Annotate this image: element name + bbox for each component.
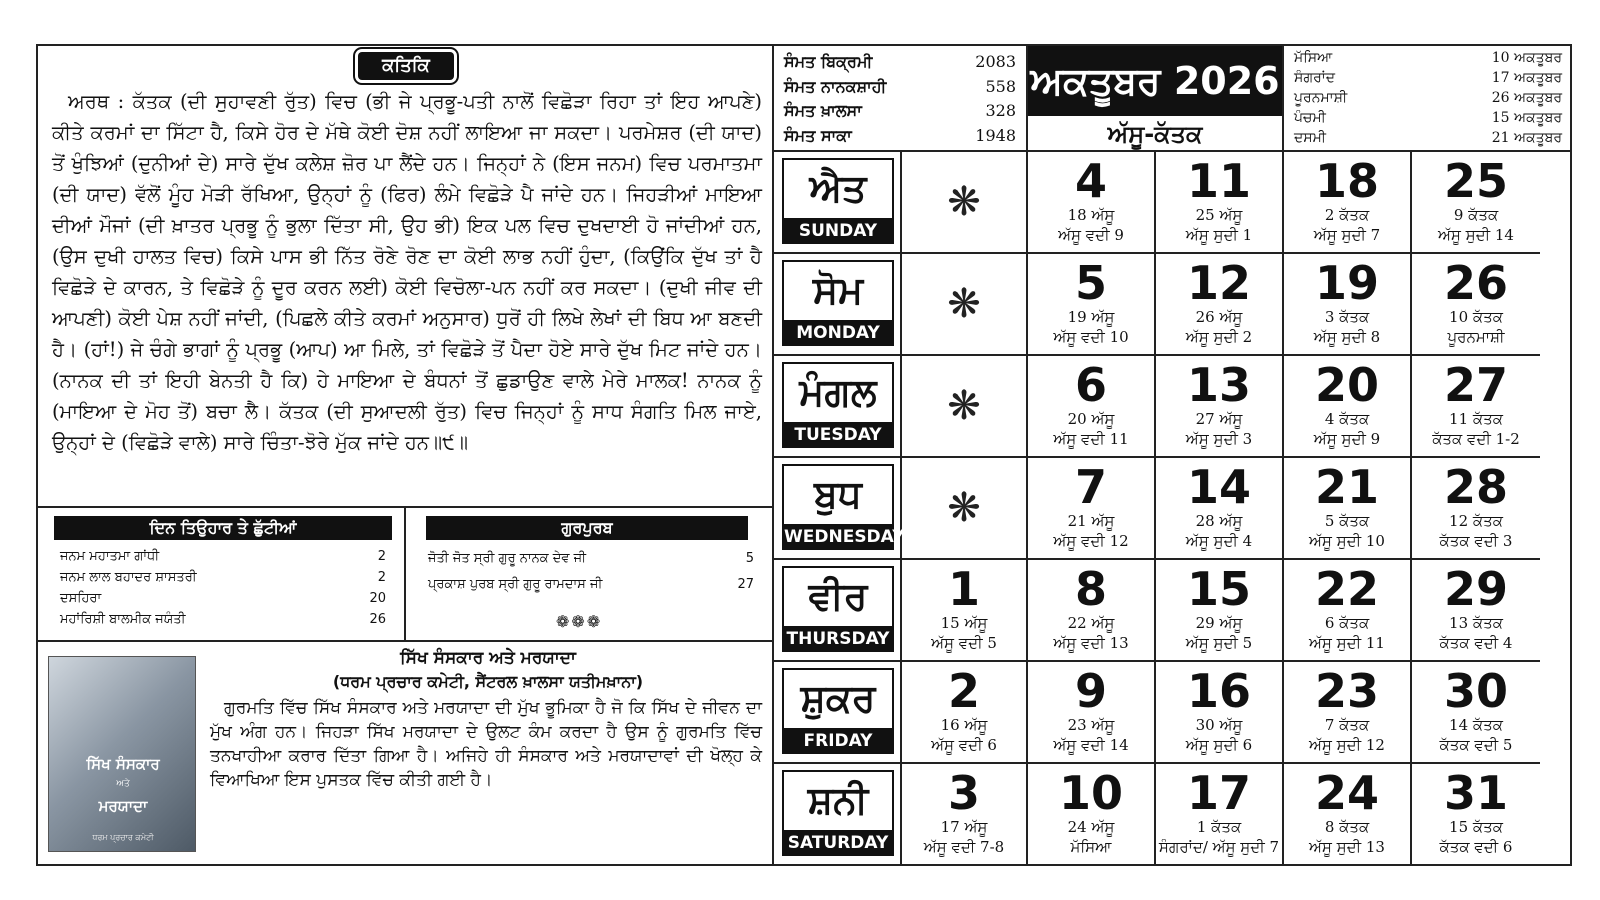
nanakshahi-date: 16 ਅੱਸੂ	[940, 716, 988, 734]
weekday-punjabi: ਸ਼ੁਕਰ	[800, 676, 876, 720]
nanakshahi-date: 10 ਕੱਤਕ	[1449, 308, 1503, 326]
weekday-wednesday	[774, 458, 905, 560]
nanakshahi-date: 12 ਕੱਤਕ	[1449, 512, 1503, 530]
date-number: 11	[1186, 154, 1251, 208]
date-number: 15	[1186, 562, 1251, 616]
date-cell	[1028, 152, 1156, 254]
nanakshahi-date: 11 ਕੱਤਕ	[1449, 410, 1503, 428]
weekday-punjabi: ਸੋਮ	[812, 268, 864, 312]
festival-row-date: 2	[377, 549, 386, 564]
nanakshahi-date: 2 ਕੱਤਕ	[1324, 206, 1370, 224]
ornament-cell	[902, 458, 1028, 560]
weekday-english: THURSDAY	[784, 626, 892, 652]
key-date-row	[1294, 48, 1562, 68]
nanakshahi-date: 18 ਅੱਸੂ	[1067, 206, 1115, 224]
month-header	[1028, 46, 1284, 152]
lunar-date: ਅੱਸੂ ਸੁਦੀ 11	[1309, 634, 1385, 652]
key-date-row	[1294, 108, 1562, 128]
book-cover-image	[48, 656, 196, 852]
festival-row-name: ਜਨਮ ਮਹਾਤਮਾ ਗਾਂਧੀ	[60, 549, 160, 564]
nanakshahi-date: 23 ਅੱਸੂ	[1067, 716, 1115, 734]
lunar-date: ਅੱਸੂ ਸੁਦੀ 6	[1185, 736, 1253, 754]
key-date-label: ਪੂਰਨਮਾਸ਼ੀ	[1294, 90, 1348, 106]
key-date-label: ਮੱਸਿਆ	[1294, 50, 1333, 66]
kattak-title: ਕਤਿਕਿ	[358, 52, 454, 80]
nanakshahi-date: 7 ਕੱਤਕ	[1324, 716, 1370, 734]
weekday-english: TUESDAY	[784, 422, 892, 448]
weekday-punjabi: ਸ਼ਨੀ	[807, 778, 869, 822]
date-cell	[1284, 764, 1412, 866]
date-cell	[1412, 254, 1540, 356]
date-number: 24	[1314, 766, 1379, 820]
key-date-row	[1294, 68, 1562, 88]
date-number: 8	[1074, 562, 1107, 616]
nanakshahi-date: 14 ਕੱਤਕ	[1449, 716, 1503, 734]
lunar-date: ਅੱਸੂ ਸੁਦੀ 1	[1185, 226, 1253, 244]
lunar-date: ਕੱਤਕ ਵਦੀ 6	[1439, 838, 1513, 856]
lunar-date: ਅੱਸੂ ਸੁਦੀ 7	[1313, 226, 1381, 244]
date-cell	[1156, 764, 1284, 866]
festival-row-date: 26	[369, 612, 386, 627]
gurpurab-row	[428, 546, 754, 572]
lunar-date: ਅੱਸੂ ਸੁਦੀ 12	[1309, 736, 1385, 754]
samvat-label: ਸੰਮਤ ਸਾਕਾ	[784, 125, 852, 145]
date-cell	[1412, 458, 1540, 560]
key-date-row	[1294, 88, 1562, 108]
flower-ornament-icon: ❁❁❁	[556, 612, 603, 631]
date-number: 14	[1186, 460, 1251, 514]
date-number: 7	[1074, 460, 1107, 514]
nanakshahi-date: 13 ਕੱਤਕ	[1449, 614, 1503, 632]
date-number: 20	[1314, 358, 1379, 412]
date-cell	[1156, 560, 1284, 662]
weekday-english: WEDNESDAY	[784, 524, 892, 550]
festival-row-name: ਮਹਾਂਰਿਸ਼ੀ ਬਾਲਮੀਕ ਜਯੰਤੀ	[60, 612, 186, 627]
festivals-title: ਦਿਨ ਤਿਉਹਾਰ ਤੇ ਛੁੱਟੀਆਂ	[54, 516, 392, 540]
key-date-row	[1294, 128, 1562, 148]
samvat-label: ਸੰਮਤ ਬਿਕ੍ਰਮੀ	[784, 52, 873, 71]
lunar-date: ਅੱਸੂ ਵਦੀ 10	[1053, 328, 1129, 346]
weekday-punjabi: ਵੀਰ	[808, 574, 868, 618]
date-cell	[1284, 560, 1412, 662]
kattak-meaning-text: ਅਰਥ : ਕੱਤਕ (ਦੀ ਸੁਹਾਵਣੀ ਰੁੱਤ) ਵਿਚ (ਭੀ ਜੇ ਪ੍ਰਭੂ-ਪਤੀ ਨਾਲੋਂ ਵਿਛੋੜਾ ਰਿਹਾ ਤਾਂ ਇਹ ਆਪਣੇ) ਕੀਤੇ ਕਰਮਾਂ ਦਾ ਸਿੱਟਾ ਹੈ, ਕਿਸੇ ਹੋਰ ਦੇ ਮੱਥੇ ਕੋਈ ਦੋਸ਼ ਨਹੀਂ ਲਾਇਆ ਜਾ ਸਕਦਾ। ਪਰਮੇਸ਼ਰ (ਦੀ ਯਾਦ) ਤੋਂ ਖੁੰਝਿਆਂ (ਦੁਨੀਆਂ ਦੇ) ਸਾਰੇ ਦੁੱਖ ਕਲੇਸ਼ ਜ਼ੋਰ ਪਾ ਲੈਂਦੇ ਹਨ। ਜਿਨ੍ਹਾਂ ਨੇ (ਇਸ ਜਨਮ) ਵਿਚ ਪਰਮਾਤਮਾ (ਦੀ ਯਾਦ) ਵੱਲੋਂ ਮੂੰਹ ਮੋੜੀ ਰੱਖਿਆ, ਉਨ੍ਹਾਂ ਨੂੰ (ਫਿਰ) ਲੰਮੇ ਵਿਛੋੜੇ ਪੈ ਜਾਂਦੇ ਹਨ। ਜਿਹੜੀਆਂ ਮਾਇਆ ਦੀਆਂ ਮੌਜਾਂ (ਦੀ ਖ਼ਾਤਰ ਪ੍ਰਭੂ ਨੂੰ ਭੁਲਾ ਦਿੱਤਾ ਸੀ, ਉਹ ਭੀ) ਇਕ ਪਲ ਵਿਚ ਦੁਖਦਾਈ ਹੋ ਜਾਂਦੀਆਂ ਹਨ, (ਉਸ ਦੁਖੀ ਹਾਲਤ ਵਿਚ) ਕਿਸੇ ਪਾਸ ਭੀ ਨਿੱਤ ਰੋਣੇ ਰੋਣ ਦਾ ਕੋਈ ਲਾਭ ਨਹੀਂ ਹੁੰਦਾ, (ਕਿਉਂਕਿ ਦੁੱਖ ਤਾਂ ਹੈ ਵਿਛੋੜੇ ਦੇ ਕਾਰਨ, ਤੇ ਵਿਛੋੜੇ ਨੂੰ ਦੂਰ ਕਰਨ ਲਈ) ਕੋਈ ਵਿਚੋਲਾ-ਪਨ ਨਹੀਂ ਕਰ ਸਕਦਾ। (ਦੁਖੀ ਜੀਵ ਦੀ ਆਪਣੀ) ਕੋਈ ਪੇਸ਼ ਨਹੀਂ ਜਾਂਦੀ, (ਪਿਛਲੇ ਕੀਤੇ ਕਰਮਾਂ ਅਨੁਸਾਰ) ਧੁਰੋਂ ਹੀ ਲਿਖੇ ਲੇਖਾਂ ਦੀ ਬਿਧ ਆ ਬਣਦੀ ਹੈ। (ਹਾਂ!) ਜੇ ਚੰਗੇ ਭਾਗਾਂ ਨੂੰ ਪ੍ਰਭੂ (ਆਪ) ਆ ਮਿਲੇ, ਤਾਂ ਵਿਛੋੜੇ ਤੋਂ ਪੈਦਾ ਹੋਏ ਸਾਰੇ ਦੁੱਖ ਮਿਟ ਜਾਂਦੇ ਹਨ। (ਨਾਨਕ ਦੀ ਤਾਂ ਇਹੀ ਬੇਨਤੀ ਹੈ ਕਿ) ਹੇ ਮਾਇਆ ਦੇ ਬੰਧਨਾਂ ਤੋਂ ਛੁਡਾਉਣ ਵਾਲੇ ਮੇਰੇ ਮਾਲਕ! ਨਾਨਕ ਨੂੰ (ਮਾਇਆ ਦੇ ਮੋਹ ਤੋਂ) ਬਚਾ ਲੈ। ਕੱਤਕ (ਦੀ ਸੁਆਦਲੀ ਰੁੱਤ) ਵਿਚ ਜਿਨ੍ਹਾਂ ਨੂੰ ਸਾਧ ਸੰਗਤਿ ਮਿਲ ਜਾਏ, ਉਨ੍ਹਾਂ ਦੇ (ਵਿਛੋੜੇ ਵਾਲੇ) ਸਾਰੇ ਚਿੰਤਾ-ਝੋਰੇ ਮੁੱਕ ਜਾਂਦੇ ਹਨ॥੯॥	[52, 90, 762, 454]
weekday-english: FRIDAY	[784, 728, 892, 754]
lunar-date: ਅੱਸੂ ਵਦੀ 9	[1058, 226, 1124, 244]
lunar-date: ਅੱਸੂ ਵਦੀ 7-8	[923, 838, 1005, 856]
nanakshahi-date: 8 ਕੱਤਕ	[1324, 818, 1370, 836]
nanakshahi-date: 1 ਕੱਤਕ	[1196, 818, 1242, 836]
weekday-badge	[782, 260, 894, 346]
nanakshahi-date: 20 ਅੱਸੂ	[1067, 410, 1115, 428]
lunar-date: ਅੱਸੂ ਵਦੀ 5	[931, 634, 997, 652]
date-number: 4	[1074, 154, 1107, 208]
festivals-holidays-box	[38, 508, 406, 642]
calendar-page	[36, 44, 1572, 866]
weekday-badge	[782, 464, 905, 550]
key-date-value: 17 ਅਕਤੂਬਰ	[1491, 70, 1562, 86]
lunar-date: ਸੰਗਰਾਂਦ/ ਅੱਸੂ ਸੁਦੀ 7	[1158, 838, 1280, 856]
gurpurab-box	[406, 508, 772, 642]
book-cover-title-end: ਮਰਯਾਦਾ	[98, 797, 148, 815]
lunar-date: ਕੱਤਕ ਵਦੀ 5	[1439, 736, 1513, 754]
gurpurab-row-date: 27	[737, 577, 754, 592]
floral-ornament-icon: ❋	[947, 281, 981, 327]
date-cell	[902, 662, 1028, 764]
month-subtitle: ਅੱਸੂ-ਕੱਤਕ	[1107, 120, 1203, 148]
weekday-badge	[782, 566, 894, 652]
samvat-row	[784, 75, 1016, 100]
nanakshahi-date: 19 ਅੱਸੂ	[1067, 308, 1115, 326]
lunar-date: ਅੱਸੂ ਵਦੀ 12	[1053, 532, 1129, 550]
gurpurab-row-name: ਜੋਤੀ ਜੋਤ ਸ੍ਰੀ ਗੁਰੂ ਨਾਨਕ ਦੇਵ ਜੀ	[428, 551, 587, 566]
date-number: 23	[1314, 664, 1379, 718]
weekday-badge	[782, 158, 894, 244]
weekday-tuesday	[774, 356, 902, 458]
samvat-value: 1948	[975, 125, 1016, 145]
date-cell	[1412, 560, 1540, 662]
date-cell	[1156, 356, 1284, 458]
date-number: 25	[1443, 154, 1508, 208]
weekday-monday	[774, 254, 902, 356]
lunar-date: ਅੱਸੂ ਸੁਦੀ 8	[1313, 328, 1381, 346]
festival-row-name: ਜਨਮ ਲਾਲ ਬਹਾਦਰ ਸ਼ਾਸਤਰੀ	[60, 570, 197, 585]
gurpurab-row	[428, 572, 754, 598]
lunar-date: ਅੱਸੂ ਸੁਦੀ 10	[1309, 532, 1385, 550]
date-cell	[1156, 662, 1284, 764]
festival-row	[60, 588, 386, 609]
date-cell	[1284, 152, 1412, 254]
samvat-value: 2083	[975, 52, 1016, 71]
floral-ornament-icon: ❋	[947, 179, 981, 225]
book-cover-author: ਧਰਮ ਪ੍ਰਚਾਰ ਕਮੇਟੀ	[92, 833, 154, 842]
date-number: 21	[1314, 460, 1379, 514]
key-date-value: 21 ਅਕਤੂਬਰ	[1491, 130, 1562, 146]
festival-row-name: ਦਸਹਿਰਾ	[60, 591, 102, 606]
date-cell	[1284, 356, 1412, 458]
lunar-date: ਅੱਸੂ ਸੁਦੀ 5	[1185, 634, 1253, 652]
lunar-date: ਅੱਸੂ ਸੁਦੀ 14	[1438, 226, 1514, 244]
samvat-row	[784, 124, 1016, 149]
date-number: 17	[1186, 766, 1251, 820]
month-title: ਅਕਤੂਬਰ 2026	[1028, 46, 1282, 116]
weekday-sunday	[774, 152, 902, 254]
lunar-date: ਕੱਤਕ ਵਦੀ 3	[1439, 532, 1513, 550]
gurpurab-row-date: 5	[745, 551, 754, 566]
date-number: 3	[947, 766, 980, 820]
date-cell	[1284, 458, 1412, 560]
festival-row-date: 2	[377, 570, 386, 585]
festival-row	[60, 546, 386, 567]
samvat-box	[774, 46, 1028, 152]
lunar-date: ਅੱਸੂ ਸੁਦੀ 3	[1185, 430, 1253, 448]
nanakshahi-date: 5 ਕੱਤਕ	[1324, 512, 1370, 530]
weekday-english: SUNDAY	[784, 218, 892, 244]
date-number: 26	[1443, 256, 1508, 310]
nanakshahi-date: 22 ਅੱਸੂ	[1067, 614, 1115, 632]
nanakshahi-date: 15 ਅੱਸੂ	[940, 614, 988, 632]
date-number: 13	[1186, 358, 1251, 412]
weekday-badge	[782, 770, 894, 856]
weekday-english: SATURDAY	[784, 830, 892, 856]
book-description: ਗੁਰਮਤਿ ਵਿੱਚ ਸਿੱਖ ਸੰਸਕਾਰ ਅਤੇ ਮਰਯਾਦਾ ਦੀ ਮੁੱਖ ਭੂਮਿਕਾ ਹੈ ਜੋ ਕਿ ਸਿੱਖ ਦੇ ਜੀਵਨ ਦਾ ਮੁੱਖ ਅੰਗ ਹਨ। ਜਿਹੜਾ ਸਿੱਖ ਮਰਯਾਦਾ ਦੇ ਉਲਟ ਕੰਮ ਕਰਦਾ ਹੈ ਉਸ ਨੂੰ ਗੁਰਮਤਿ ਵਿੱਚ ਤਨਖਾਹੀਆ ਕਰਾਰ ਦਿੱਤਾ ਗਿਆ ਹੈ। ਅਜਿਹੇ ਹੀ ਸੰਸਕਾਰ ਅਤੇ ਮਰਯਾਦਾਵਾਂ ਦੀ ਖੋਲ੍ਹ ਕੇ ਵਿਆਖਿਆ ਇਸ ਪੁਸਤਕ ਵਿੱਚ ਕੀਤੀ ਗਈ ਹੈ।	[210, 698, 762, 790]
gurpurab-row-name: ਪ੍ਰਕਾਸ਼ ਪੁਰਬ ਸ੍ਰੀ ਗੁਰੂ ਰਾਮਦਾਸ ਜੀ	[428, 577, 603, 592]
key-date-value: 26 ਅਕਤੂਬਰ	[1491, 90, 1562, 106]
date-number: 2	[947, 664, 980, 718]
date-cell	[1156, 458, 1284, 560]
samvat-label: ਸੰਮਤ ਖ਼ਾਲਸਾ	[784, 101, 862, 120]
date-number: 19	[1314, 256, 1379, 310]
book-promo	[38, 642, 772, 866]
floral-ornament-icon: ❋	[947, 485, 981, 531]
lunar-date: ਅੱਸੂ ਸੁਦੀ 4	[1185, 532, 1253, 550]
ornament-cell	[902, 254, 1028, 356]
floral-ornament-icon: ❋	[947, 383, 981, 429]
date-number: 30	[1443, 664, 1508, 718]
calendar-grid	[774, 152, 1572, 866]
key-date-label: ਪੰਚਮੀ	[1294, 110, 1326, 126]
weekday-punjabi: ਐਤ	[809, 166, 867, 210]
festival-row	[60, 567, 386, 588]
nanakshahi-date: 6 ਕੱਤਕ	[1324, 614, 1370, 632]
festival-row-date: 20	[369, 591, 386, 606]
nanakshahi-date: 4 ਕੱਤਕ	[1324, 410, 1370, 428]
nanakshahi-date: 17 ਅੱਸੂ	[940, 818, 988, 836]
lunar-date: ਅੱਸੂ ਵਦੀ 14	[1053, 736, 1129, 754]
nanakshahi-date: 9 ਕੱਤਕ	[1453, 206, 1499, 224]
weekday-badge	[782, 362, 894, 448]
date-cell	[1284, 254, 1412, 356]
kattak-section	[38, 46, 772, 508]
date-cell	[1028, 764, 1156, 866]
weekday-punjabi: ਮੰਗਲ	[799, 370, 877, 414]
book-subheading: (ਧਰਮ ਪ੍ਰਚਾਰ ਕਮੇਟੀ, ਸੈਂਟਰਲ ਖ਼ਾਲਸਾ ਯਤੀਮਖ਼ਾਨਾ)	[332, 672, 644, 691]
date-cell	[1156, 152, 1284, 254]
nanakshahi-date: 26 ਅੱਸੂ	[1195, 308, 1243, 326]
nanakshahi-date: 21 ਅੱਸੂ	[1067, 512, 1115, 530]
key-date-value: 10 ਅਕਤੂਬਰ	[1491, 50, 1562, 66]
samvat-value: 558	[985, 76, 1016, 96]
date-number: 6	[1074, 358, 1107, 412]
date-cell	[902, 764, 1028, 866]
lunar-date: ਅੱਸੂ ਸੁਦੀ 9	[1313, 430, 1381, 448]
date-cell	[1412, 152, 1540, 254]
key-date-label: ਸੰਗਰਾਂਦ	[1294, 70, 1335, 86]
samvat-value: 328	[985, 101, 1016, 120]
nanakshahi-date: 27 ਅੱਸੂ	[1195, 410, 1243, 428]
nanakshahi-date: 30 ਅੱਸੂ	[1195, 716, 1243, 734]
date-number: 29	[1443, 562, 1508, 616]
date-cell	[1028, 560, 1156, 662]
lunar-date: ਅੱਸੂ ਵਦੀ 11	[1053, 430, 1129, 448]
date-cell	[1412, 356, 1540, 458]
date-number: 10	[1058, 766, 1123, 820]
date-cell	[1284, 662, 1412, 764]
nanakshahi-date: 29 ਅੱਸੂ	[1195, 614, 1243, 632]
key-date-label: ਦਸਮੀ	[1294, 130, 1327, 146]
date-cell	[1028, 662, 1156, 764]
weekday-english: MONDAY	[784, 320, 892, 346]
right-panel	[774, 46, 1572, 866]
nanakshahi-date: 24 ਅੱਸੂ	[1067, 818, 1115, 836]
date-number: 5	[1074, 256, 1107, 310]
nanakshahi-date: 15 ਕੱਤਕ	[1449, 818, 1503, 836]
date-cell	[1028, 458, 1156, 560]
date-number: 28	[1443, 460, 1508, 514]
book-cover-title: ਸਿੱਖ ਸੰਸਕਾਰ	[86, 755, 160, 773]
date-number: 27	[1443, 358, 1508, 412]
weekday-punjabi: ਬੁਧ	[814, 472, 862, 516]
samvat-row	[784, 99, 1016, 124]
date-number: 22	[1314, 562, 1379, 616]
date-number: 9	[1074, 664, 1107, 718]
festivals-list	[60, 546, 386, 630]
weekday-friday	[774, 662, 902, 764]
lunar-date: ਅੱਸੂ ਵਦੀ 6	[931, 736, 997, 754]
lunar-date: ਅੱਸੂ ਸੁਦੀ 13	[1309, 838, 1385, 856]
nanakshahi-date: 28 ਅੱਸੂ	[1195, 512, 1243, 530]
date-cell	[1156, 254, 1284, 356]
date-number: 16	[1186, 664, 1251, 718]
book-heading: ਸਿੱਖ ਸੰਸਕਾਰ ਅਤੇ ਮਰਯਾਦਾ	[400, 648, 576, 668]
lunar-date: ਅੱਸੂ ਸੁਦੀ 2	[1185, 328, 1253, 346]
key-dates-box	[1284, 46, 1572, 152]
lunar-date: ਮੱਸਿਆ	[1070, 838, 1112, 856]
nanakshahi-date: 3 ਕੱਤਕ	[1324, 308, 1370, 326]
gurpurab-title: ਗੁਰਪੁਰਬ	[426, 516, 748, 540]
date-number: 18	[1314, 154, 1379, 208]
ornament-cell	[902, 152, 1028, 254]
date-cell	[1028, 254, 1156, 356]
nanakshahi-date: 25 ਅੱਸੂ	[1195, 206, 1243, 224]
key-date-value: 15 ਅਕਤੂਬਰ	[1491, 110, 1562, 126]
left-panel	[38, 46, 774, 866]
date-cell	[1412, 662, 1540, 764]
date-cell	[1412, 764, 1540, 866]
gurpurab-list	[428, 546, 754, 598]
weekday-thursday	[774, 560, 902, 662]
samvat-label: ਸੰਮਤ ਨਾਨਕਸ਼ਾਹੀ	[784, 76, 887, 96]
book-cover-title-mid: ਅਤੇ	[116, 779, 130, 789]
date-cell	[902, 560, 1028, 662]
date-number: 12	[1186, 256, 1251, 310]
lunar-date: ਪੂਰਨਮਾਸ਼ੀ	[1447, 328, 1505, 346]
date-number: 31	[1443, 766, 1508, 820]
date-cell	[1028, 356, 1156, 458]
festival-row	[60, 609, 386, 630]
lunar-date: ਕੱਤਕ ਵਦੀ 1-2	[1432, 430, 1520, 448]
samvat-row	[784, 50, 1016, 75]
lunar-date: ਅੱਸੂ ਵਦੀ 13	[1053, 634, 1129, 652]
lunar-date: ਕੱਤਕ ਵਦੀ 4	[1439, 634, 1513, 652]
ornament-cell	[902, 356, 1028, 458]
date-number: 1	[947, 562, 980, 616]
weekday-badge	[782, 668, 894, 754]
weekday-saturday	[774, 764, 902, 866]
